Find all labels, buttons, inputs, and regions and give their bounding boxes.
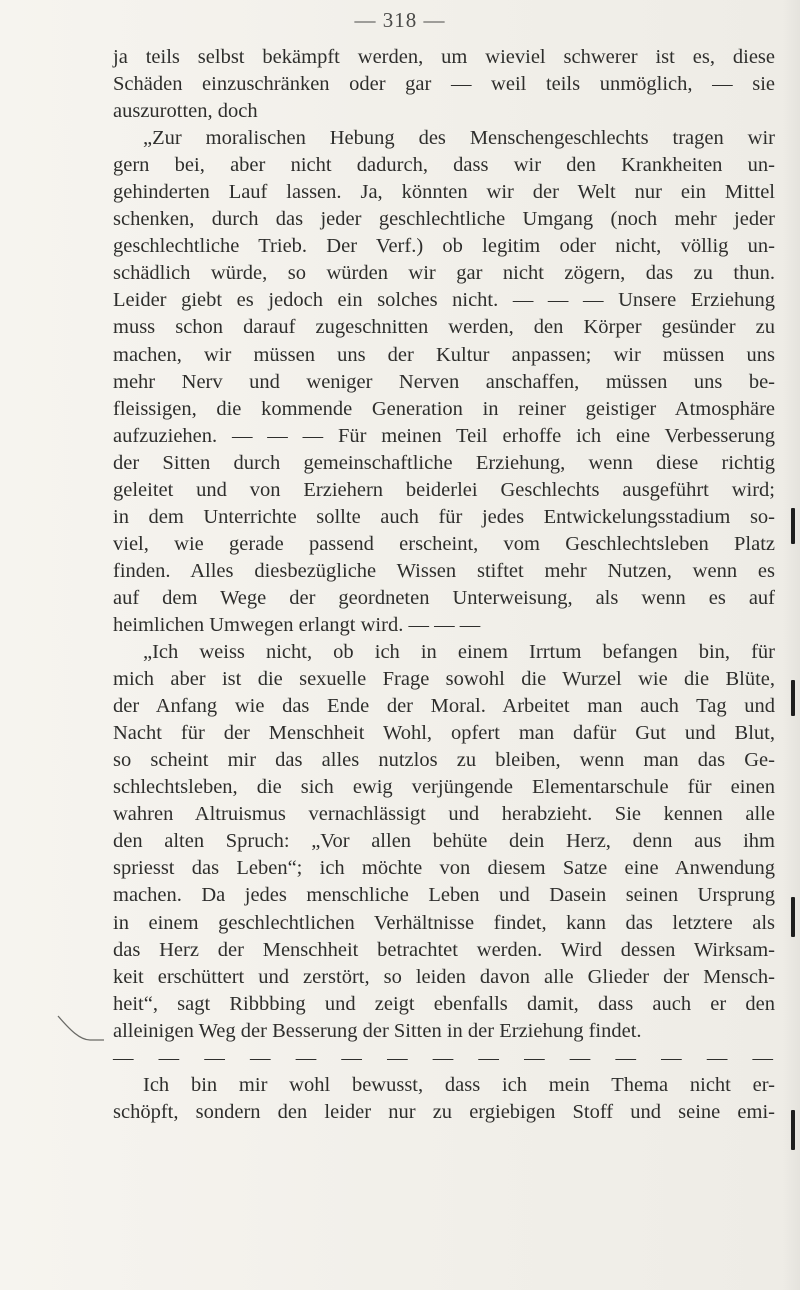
text-line: heimlichen Umwegen erlangt wird. — — —: [113, 613, 481, 636]
text-line: der Anfang wie das Ende der Moral. Arbeitet man auch Tag und: [113, 695, 775, 718]
text-line: „Zur moralischen Hebung des Menschengeschlechts tragen wir: [143, 127, 775, 150]
page-edge-mark: [791, 680, 795, 716]
text-line: gehinderten Lauf lassen. Ja, könnten wir der Welt nur ein Mittel: [113, 181, 775, 204]
text-line: das Herz der Menschheit betrachtet werden. Wird dessen Wirksam-: [113, 938, 775, 961]
page-edge-mark: [791, 897, 795, 937]
text-line: schlechtsleben, die sich ewig verjüngende Elementarschule für einen: [113, 776, 775, 799]
text-line: muss schon darauf zugeschnitten werden, den Körper gesünder zu: [113, 316, 775, 339]
text-line: alleinigen Weg der Besserung der Sitten in der Erziehung findet.: [113, 1019, 642, 1042]
section-divider: — — — — — — — — — — — — — — —: [113, 1046, 775, 1069]
text-line: auf dem Wege der geordneten Unterweisung, als wenn es auf: [113, 586, 775, 609]
text-line: auszurotten, doch: [113, 100, 258, 123]
text-line: spriesst das Leben“; ich möchte von diesem Satze eine Anwendung: [113, 857, 775, 880]
text-line: geleitet und von Erziehern beiderlei Geschlechts ausgeführt wird;: [113, 478, 775, 501]
text-line: gern bei, aber nicht dadurch, dass wir den Krankheiten un-: [113, 154, 775, 177]
text-line: viel, wie gerade passend erscheint, vom Geschlechtsleben Platz: [113, 532, 775, 555]
text-line: den alten Spruch: „Vor allen behüte dein Herz, denn aus ihm: [113, 830, 775, 853]
page-edge-shadow: [782, 0, 800, 1290]
text-line: geschlechtliche Trieb. Der Verf.) ob legitim oder nicht, völlig un-: [113, 235, 775, 258]
page-edge-mark: [791, 1110, 795, 1150]
text-line: finden. Alles diesbezügliche Wissen stiftet mehr Nutzen, wenn es: [113, 559, 775, 582]
text-line: mehr Nerv und weniger Nerven anschaffen, müssen uns be-: [113, 370, 775, 393]
text-line: fleissigen, die kommende Generation in reiner geistiger Atmosphäre: [113, 397, 775, 420]
text-line: so scheint mir das alles nutzlos zu bleiben, wenn man das Ge-: [113, 749, 775, 772]
text-line: Leider giebt es jedoch ein solches nicht. — — — Unsere Erziehung: [113, 289, 775, 312]
text-line: aufzuziehen. — — — Für meinen Teil erhoffe ich eine Verbesserung: [113, 424, 775, 447]
page-number: — 318 —: [354, 8, 446, 32]
text-line: der Sitten durch gemeinschaftliche Erziehung, wenn diese richtig: [113, 451, 775, 474]
text-line: keit erschüttert und zerstört, so leiden davon alle Glieder der Mensch-: [113, 965, 775, 988]
text-line: wahren Altruismus vernachlässigt und herabzieht. Sie kennen alle: [113, 803, 775, 826]
text-line: ja teils selbst bekämpft werden, um wieviel schwerer ist es, diese: [113, 46, 775, 68]
text-line: mich aber ist die sexuelle Frage sowohl die Wurzel wie die Blüte,: [113, 668, 775, 691]
text-line: schädlich würde, so würden wir gar nicht zögern, das zu thun.: [113, 262, 775, 285]
body-text: [113, 44, 775, 1126]
text-line: „Ich weiss nicht, ob ich in einem Irrtum befangen bin, für: [143, 641, 775, 664]
text-line: in einem geschlechtlichen Verhältnisse findet, kann das letztere als: [113, 911, 775, 934]
text-line: Schäden einzuschränken oder gar — weil teils unmöglich, — sie: [113, 73, 775, 96]
text-line: Nacht für der Menschheit Wohl, opfert man dafür Gut und Blut,: [113, 722, 775, 745]
text-line: in dem Unterrichte sollte auch für jedes Entwickelungsstadium so-: [113, 505, 775, 528]
text-line: schenken, durch das jeder geschlechtliche Umgang (noch mehr jeder: [113, 208, 775, 231]
text-line: heit“, sagt Ribbbing und zeigt ebenfalls damit, dass auch er den: [113, 992, 775, 1015]
text-line: machen. Da jedes menschliche Leben und Dasein seinen Ursprung: [113, 884, 775, 907]
text-line: machen, wir müssen uns der Kultur anpassen; wir müssen uns: [113, 343, 775, 366]
page-edge-mark: [791, 508, 795, 544]
margin-pencil-mark: [56, 1010, 106, 1050]
text-line: Ich bin mir wohl bewusst, dass ich mein Thema nicht er-: [143, 1073, 775, 1096]
text-line: schöpft, sondern den leider nur zu ergiebigen Stoff und seine emi-: [113, 1100, 775, 1123]
